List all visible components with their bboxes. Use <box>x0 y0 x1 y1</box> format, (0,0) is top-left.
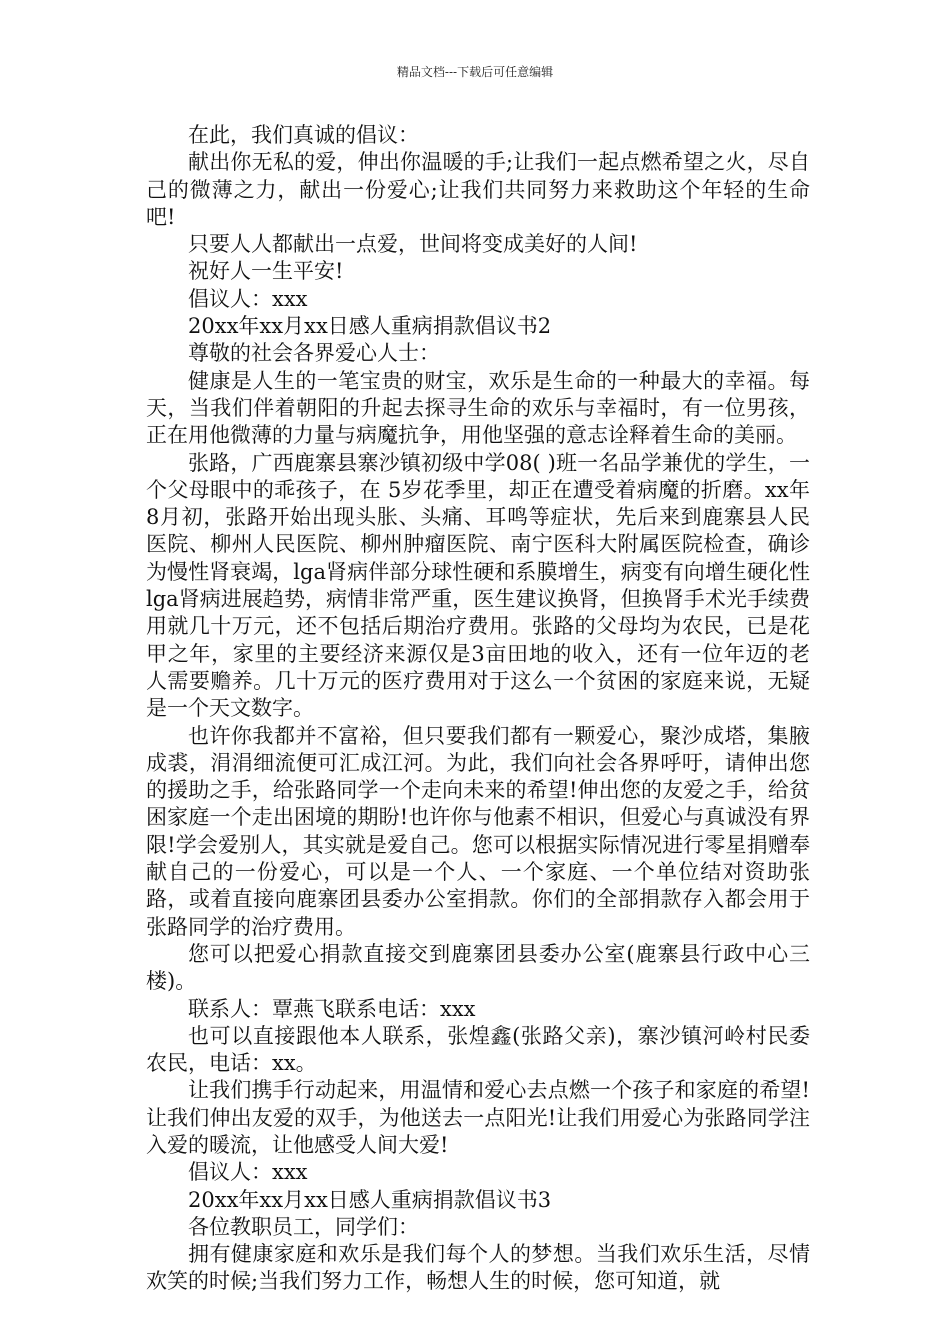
paragraph: 20xx年xx月xx日感人重病捐款倡议书2 <box>188 314 552 339</box>
paragraph: 各位教职员工，同学们： <box>188 1214 419 1239</box>
paragraph: 献出你无私的爱，伸出你温暖的手;让我们一起点燃希望之火，尽自己的微薄之力，献出一份爱心;让我们共同努力来救助这个年轻的生命吧! <box>146 150 810 229</box>
paragraph: 张路，广西鹿寨县寨沙镇初级中学08( )班一名品学兼优的学生，一个父母眼中的乖孩子，在 5岁花季里，却正在遭受着病魔的折磨。xx年8月初，张路开始出现头胀、头痛、耳鸣等症状，先后来到鹿寨县人民医院、柳州人民医院、柳州肿瘤医院、南宁医科大附属医院检查，确诊为慢性肾衰竭，lga肾病伴部分球性硬和系膜增生，病变有向增生硬化性lga肾病进展趋势，病情非常严重，医生建议换肾，但换肾手术光手续费用就几十万元，还不包括后期治疗费用。张路的父母均为农民，已是花甲之年，家里的主要经济来源仅是3亩田地的收入，还有一位年迈的老人需要赡养。几十万元的医疗费用对于这么一个贫困的家庭来说，无疑是一个天文数字。 <box>146 450 810 721</box>
paragraph: 20xx年xx月xx日感人重病捐款倡议书3 <box>188 1187 552 1212</box>
paragraph: 也可以直接跟他本人联系，张煌鑫(张路父亲)，寨沙镇河岭村民委农民，电话：xx。 <box>146 1023 810 1076</box>
paragraph: 祝好人一生平安! <box>188 259 344 284</box>
paragraph: 您可以把爱心捐款直接交到鹿寨团县委办公室(鹿寨县行政中心三楼)。 <box>146 941 810 994</box>
paragraph: 倡议人：xxx <box>188 286 308 311</box>
document-body <box>146 122 810 1296</box>
paragraph: 也许你我都并不富裕，但只要我们都有一颗爱心，聚沙成塔，集腋成裘，涓涓细流便可汇成江河。为此，我们向社会各界呼吁，请伸出您的援助之手，给张路同学一个走向未来的希望!伸出您的友爱之手，给贫困家庭一个走出困境的期盼!也许你与他素不相识，但爱心与真诚没有界限!学会爱别人，其实就是爱自己。您可以根据实际情况进行零星捐赠奉献自己的一份爱心，可以是一个人、一个家庭、一个单位结对资助张路，或着直接向鹿寨团县委办公室捐款。你们的全部捐款存入都会用于张路同学的治疗费用。 <box>146 723 810 939</box>
paragraph: 让我们携手行动起来，用温情和爱心去点燃一个孩子和家庭的希望!让我们伸出友爱的双手，为他送去一点阳光!让我们用爱心为张路同学注入爱的暖流，让他感受人间大爱! <box>146 1078 810 1157</box>
paragraph: 健康是人生的一笔宝贵的财宝，欢乐是生命的一种最大的幸福。每天，当我们伴着朝阳的升起去探寻生命的欢乐与幸福时，有一位男孩，正在用他微薄的力量与病魔抗争，用他坚强的意志诠释着生命的美丽。 <box>146 368 810 448</box>
paragraph: 联系人：覃燕飞联系电话：xxx <box>188 996 476 1021</box>
paragraph: 尊敬的社会各界爱心人士： <box>188 341 440 366</box>
paragraph: 倡议人：xxx <box>188 1160 308 1185</box>
paragraph: 拥有健康家庭和欢乐是我们每个人的梦想。当我们欢乐生活，尽情欢笑的时候;当我们努力工作，畅想人生的时候，您可知道，就 <box>146 1242 810 1294</box>
paragraph: 只要人人都献出一点爱，世间将变成美好的人间! <box>188 232 638 257</box>
paragraph: 在此，我们真诚的倡议： <box>188 123 419 147</box>
page-header: 精品文档---下载后可任意编辑 <box>396 65 554 79</box>
